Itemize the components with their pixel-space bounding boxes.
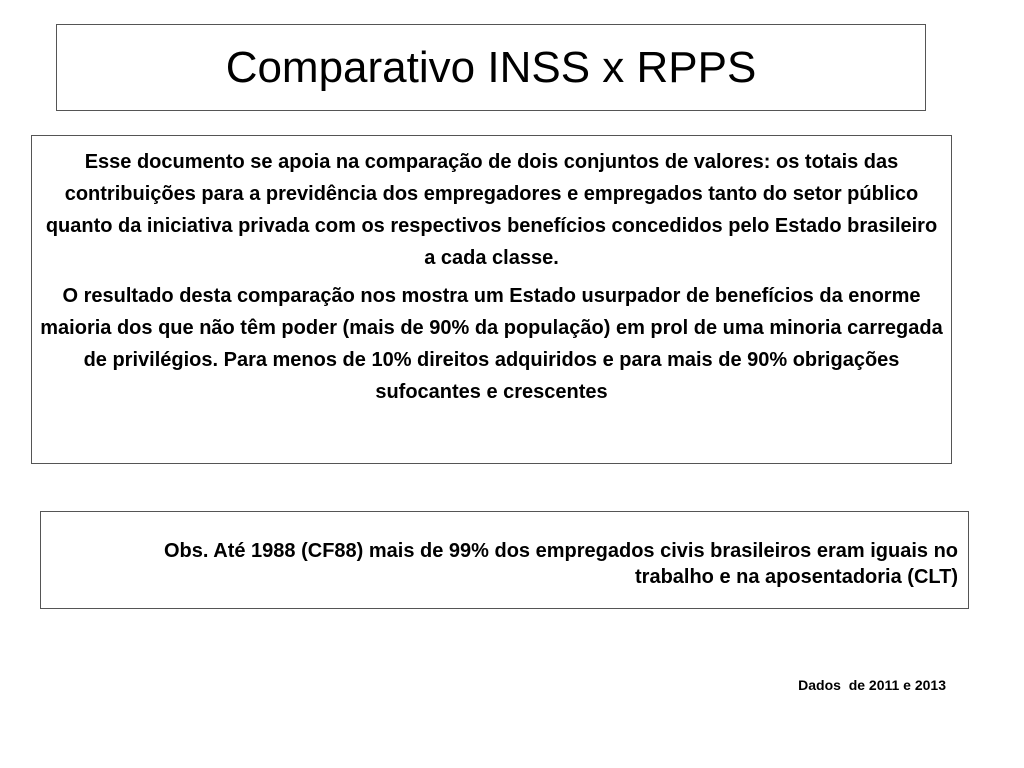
data-source-footnote: Dados de 2011 e 2013 bbox=[798, 677, 946, 693]
body-paragraph-1: Esse documento se apoia na comparação de dois conjuntos de valores: os totais das contribuições para a previdência dos empregadores e empregados tanto do setor público quanto da iniciativa privada com os respectivos benefícios concedidos pelo Estado brasileiro a cada classe. bbox=[45, 151, 938, 269]
body-paragraph-2: O resultado desta comparação nos mostra um Estado usurpador de benefícios da enorme maioria dos que não têm poder (mais de 90% da população) em prol de uma minoria carregada de privilégios. Para menos de 10% direitos adquiridos e para mais de 90% obrigações sufocantes e crescentes bbox=[40, 285, 943, 403]
slide-title: Comparativo INSS x RPPS bbox=[225, 42, 757, 92]
body-text-box bbox=[31, 135, 952, 464]
title-box bbox=[56, 24, 926, 111]
observation-text: Obs. Até 1988 (CF88) mais de 99% dos empregados civis brasileiros eram iguais no trabalho e na aposentadoria (CLT) bbox=[163, 540, 958, 588]
observation-box bbox=[40, 511, 969, 609]
